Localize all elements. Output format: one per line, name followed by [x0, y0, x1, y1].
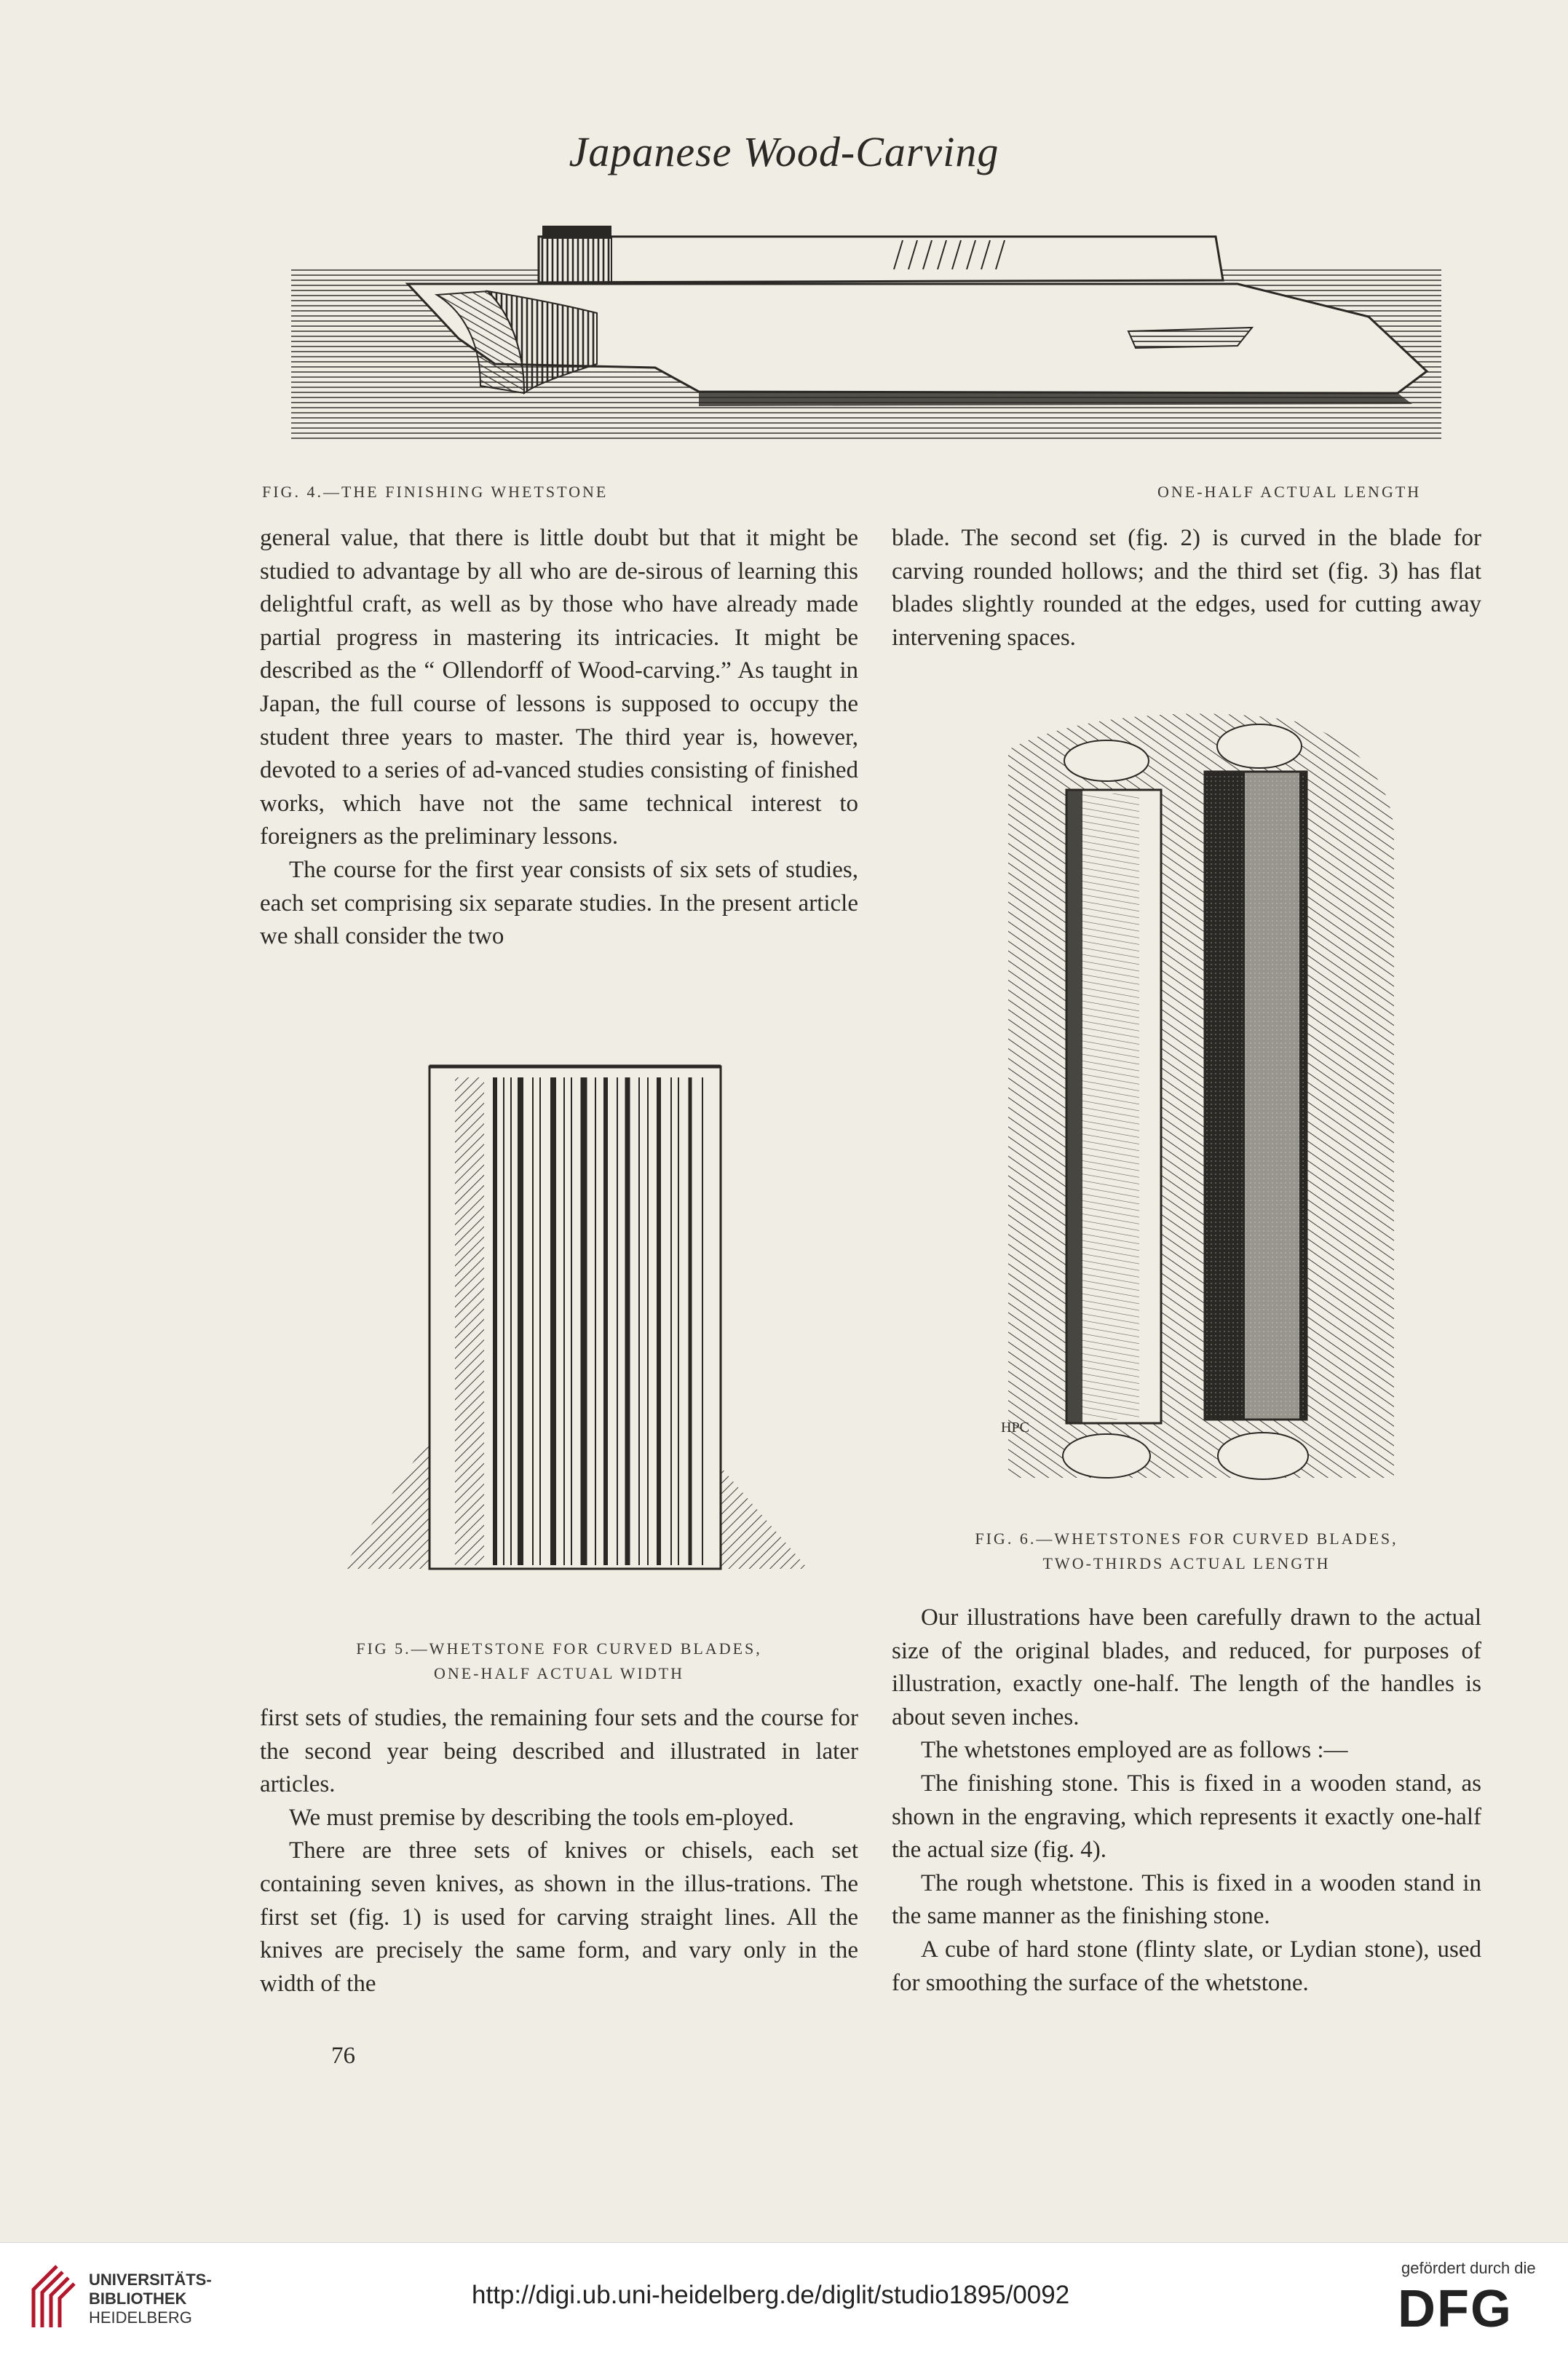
right-column-top	[892, 522, 1481, 654]
fig6-monogram: HPC	[1001, 1420, 1029, 1436]
paragraph: The finishing stone. This is fixed in a wooden stand, as shown in the engraving, which represents it exactly one-half the actual size (fig. 4).	[892, 1770, 1481, 1864]
fig4-caption-right: ONE-HALF ACTUAL LENGTH	[1157, 483, 1422, 501]
fig5-caption-line2: ONE-HALF ACTUAL WIDTH	[433, 1664, 685, 1682]
paragraph: blade. The second set (fig. 2) is curved in the blade for carving rounded hollows; and the third set (fig. 3) has flat blades slightly rounded at the edges, used for cutting away intervening spaces.	[892, 525, 1481, 651]
paragraph: A cube of hard stone (flinty slate, or Lydian stone), used for smoothing the surface of the whetstone.	[892, 1936, 1481, 1996]
paragraph: general value, that there is little doubt but that it might be studied to advantage by all who are de-sirous of learning this delightful craft, as well as by those who have already made partial progress in mastering its intricacies. It might be described as the “ Ollendorff of Wood-carving.” As taught in Japan, the full course of lessons is supposed to occupy the student three years to master. The third year is, however, devoted to a series of ad-vanced studies consisting of finished works, which have not the same technical interest to foreigners as the preliminary lessons.	[260, 525, 858, 850]
digital-library-link[interactable]: http://digi.ub.uni-heidelberg.de/diglit/studio1895/0092	[472, 2281, 1070, 2309]
paragraph: first sets of studies, the remaining four sets and the course for the second year being described and illustrated in later articles.	[260, 1705, 858, 1798]
fig6-whetstones-illustration	[986, 692, 1409, 1507]
paragraph: There are three sets of knives or chisels, each set containing seven knives, as shown in the illus-trations. The first set (fig. 1) is used for carving straight lines. All the knives are precisely the same form, and vary only in the width of the	[260, 1837, 858, 1997]
paragraph: The rough whetstone. This is fixed in a wooden stand in the same manner as the finishing stone.	[892, 1869, 1481, 1930]
fig6-caption-line1: FIG. 6.—WHETSTONES FOR CURVED BLADES,	[975, 1529, 1398, 1548]
fig6-caption-line2: TWO-THIRDS ACTUAL LENGTH	[1042, 1554, 1331, 1572]
fig6-caption	[892, 1527, 1481, 1576]
page-number: 76	[331, 2043, 355, 2069]
fig5-caption	[260, 1636, 858, 1686]
fig5-caption-line1: FIG 5.—WHETSTONE FOR CURVED BLADES,	[356, 1639, 762, 1658]
paragraph: We must premise by describing the tools em-ployed.	[289, 1804, 794, 1831]
paragraph: Our illustrations have been carefully drawn to the actual size of the original blades, and reduced, for purposes of illustration, exactly one-half. The length of the handles is about seven inches.	[892, 1604, 1481, 1730]
library-name	[89, 2271, 212, 2327]
funding-note: gefördert durch die	[1401, 2259, 1536, 2277]
paragraph: The course for the first year consists of six sets of studies, each set comprising six separate studies. In the present article we shall consider the two	[260, 856, 858, 950]
right-column-bottom	[892, 1602, 1481, 2000]
fig4-caption-left: FIG. 4.—THE FINISHING WHETSTONE	[262, 483, 609, 501]
library-line3: HEIDELBERG	[89, 2308, 192, 2327]
running-title: Japanese Wood-Carving	[569, 128, 999, 175]
university-library-logo[interactable]	[28, 2263, 86, 2330]
left-column-top	[260, 522, 858, 954]
library-line1: UNIVERSITÄTS-	[89, 2271, 212, 2289]
fig4-whetstone-illustration	[291, 218, 1441, 459]
paragraph: The whetstones employed are as follows :—	[921, 1737, 1348, 1764]
left-column-bottom	[260, 1702, 858, 2000]
digitization-footer	[0, 2242, 1568, 2355]
dfg-logo[interactable]: DFG	[1398, 2280, 1513, 2338]
library-line2: BIBLIOTHEK	[89, 2289, 187, 2308]
fig5-whetstone-illustration	[342, 1059, 808, 1583]
